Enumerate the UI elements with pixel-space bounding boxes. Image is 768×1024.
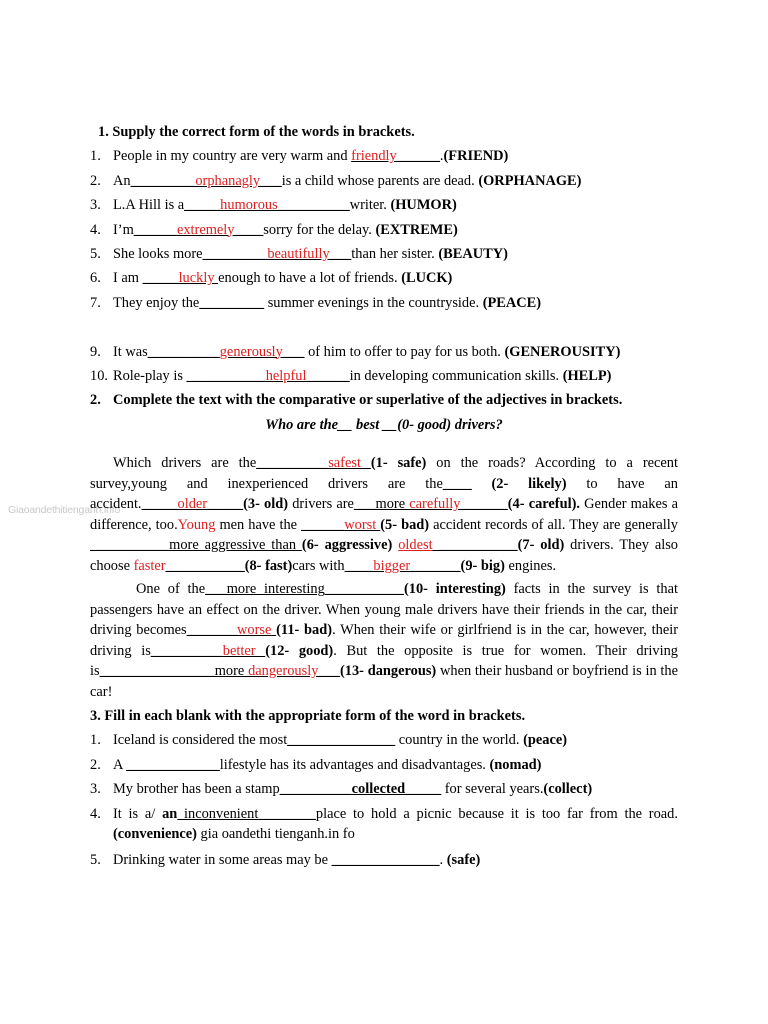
section1-item	[90, 218, 678, 242]
blank-line-tail: __________	[277, 197, 350, 214]
p1-text-1: Which drivers are the	[113, 455, 257, 472]
p1-hint-1: (1- safe)	[370, 455, 427, 472]
p1-blank-10-tail: _______	[410, 557, 461, 574]
bracket-word: (HELP)	[562, 367, 612, 384]
blank-line: _____________	[126, 756, 220, 773]
item-number: 1.	[90, 148, 101, 165]
answer-blank[interactable]	[280, 781, 441, 797]
item-number: 5.	[90, 245, 101, 262]
p1-answer-4: carefully	[409, 496, 461, 513]
item-number: 2.	[90, 172, 101, 189]
p1-blank-3[interactable]	[142, 496, 244, 512]
section1-item	[90, 340, 678, 364]
answer-text: helpful	[265, 367, 307, 384]
p1-text-9: drivers. They also choose	[90, 537, 679, 574]
watermark-text: Giaoandethitienganh.info	[8, 504, 120, 516]
p1-answer-1: safest	[328, 455, 361, 472]
answer-blank[interactable]	[203, 246, 352, 262]
item-text-after: enough to have a lot of friends.	[218, 270, 402, 287]
p1-blank-8[interactable]: ___________	[432, 537, 518, 554]
p1-hint-10: (9- big)	[460, 557, 505, 574]
blank-line: __________	[279, 781, 352, 798]
p2-hint-3: (12- good)	[265, 642, 334, 659]
p1-blank-4[interactable]	[354, 496, 508, 512]
section2-subtitle	[90, 413, 678, 437]
section3-item-4-blank[interactable]	[177, 806, 316, 822]
p1-text-11: engines.	[504, 557, 557, 574]
item-text: People in my country are very warm and	[113, 148, 352, 165]
answer-blank[interactable]	[351, 148, 440, 164]
blank-line-tail: _____	[405, 781, 442, 798]
p2-text-4: . But the opposite is true for women. Their driving is	[90, 642, 678, 680]
bracket-word: (LUCK)	[401, 270, 453, 287]
p1-blank-3-tail: _____	[207, 496, 244, 513]
item-number: 3.	[90, 781, 101, 798]
passage-paragraph-1	[90, 453, 678, 576]
item-text-after: country in the world.	[395, 732, 524, 749]
p1-text-2: on the roads? According to a recent survey,young and inexperienced drivers are the	[90, 455, 678, 492]
p1-text-7: accident records of all. They are generally	[429, 516, 678, 533]
p2-blank-1-tail: ___________	[324, 581, 404, 598]
blank-line: _________	[130, 172, 196, 189]
blank-line: ______	[133, 221, 177, 238]
p2-answer-1: more interesting	[226, 581, 325, 598]
section1-item	[90, 291, 678, 315]
p1-blank-1-line: __________	[256, 455, 329, 472]
section2-heading-num: 2.	[90, 392, 101, 409]
blank-line: _____	[142, 270, 179, 287]
p2-text-1: One of the	[136, 581, 206, 598]
bracket-word: (EXTREME)	[375, 221, 458, 238]
blank-line: _________	[199, 294, 265, 311]
p2-blank-2[interactable]	[187, 622, 276, 638]
p1-hint-9: (8- fast)	[244, 557, 293, 574]
blank-line: _________	[202, 245, 268, 262]
p1-blank-10-line: ____	[344, 557, 374, 574]
section1-item	[90, 169, 678, 193]
item-number: 7.	[90, 294, 101, 311]
answer-text: friendly	[351, 148, 397, 165]
p1-blank-6[interactable]	[301, 517, 380, 533]
section3-item-4-word: (convenience)	[113, 826, 197, 843]
section3-item-4-answer: inconvenient	[177, 805, 259, 822]
item-text-after: of him to offer to pay for us both.	[304, 343, 505, 360]
p1-text-5: Gender makes a difference, too.	[90, 496, 678, 533]
item-text-after: in developing communication skills.	[349, 367, 563, 384]
p2-blank-4-line: ________________	[99, 663, 215, 680]
section3-item	[90, 728, 678, 752]
p2-answer-3: better	[222, 642, 256, 659]
bracket-word: (PEACE)	[482, 294, 542, 311]
item-text: She looks more	[113, 245, 203, 262]
p2-text-5: when their husband or boyfriend is in the car!	[90, 663, 679, 700]
bracket-word: (FRIEND)	[443, 148, 509, 165]
bracket-word: (collect)	[543, 781, 593, 798]
section1-heading-text: 1. Supply the correct form of the words in brackets.	[98, 124, 415, 140]
section2-heading	[90, 388, 678, 412]
p1-answer-10: bigger	[373, 557, 411, 574]
answer-text: collected	[351, 781, 406, 798]
section3-item-4-bold: an	[162, 805, 178, 822]
item-text: It was	[113, 343, 148, 360]
blank-line: _______________	[287, 732, 396, 749]
blank-line-tail: ____	[234, 221, 264, 238]
p1-hint-7: (6- aggressive)	[301, 537, 393, 554]
bracket-word: (peace)	[523, 732, 568, 749]
p1-text-4: drivers are	[288, 496, 354, 513]
answer-blank[interactable]	[143, 270, 219, 286]
p1-text-6: men have the	[215, 516, 302, 533]
p1-answer-4-prefix: more	[375, 496, 410, 513]
p2-blank-1[interactable]	[205, 581, 404, 597]
blank-line: __________	[147, 343, 220, 360]
section3-item	[90, 777, 678, 801]
section3-item-5-text: Drinking water in some areas may be	[113, 851, 332, 868]
answer-blank[interactable]	[199, 295, 264, 311]
p1-blank-4-line: ___	[353, 496, 376, 513]
item-number: 2.	[90, 756, 101, 773]
p1-answer-9: faster	[133, 557, 166, 574]
bracket-word: (ORPHANAGE)	[478, 172, 582, 189]
item-number: 4.	[90, 221, 101, 238]
section3-item-4-num: 4.	[90, 805, 101, 822]
answer-blank[interactable]	[131, 173, 282, 189]
p1-blank-10[interactable]	[345, 558, 461, 574]
p2-text-2: facts in the survey is that passengers have an effect on the driver. When young male drivers have their friends in the car, their driving becomes	[90, 581, 678, 639]
answer-blank[interactable]	[134, 222, 264, 238]
bracket-word: (GENEROUSITY)	[504, 343, 621, 360]
item-text-after: lifestyle has its advantages and disadvantages.	[219, 756, 490, 773]
section3-item-5	[90, 848, 678, 872]
p1-blank-1-tail	[361, 455, 371, 471]
passage-paragraph-2	[90, 579, 678, 702]
p1-text-10: cars with	[292, 557, 345, 574]
item-text: They enjoy the	[113, 294, 200, 311]
answer-text: humorous	[220, 197, 278, 214]
p1-answer-young: Young	[177, 516, 216, 533]
p1-blank-6-line: ______	[301, 516, 345, 533]
section1-item	[90, 144, 678, 168]
section3-item-4	[90, 802, 678, 845]
p2-blank-3-line: __________	[150, 642, 223, 659]
p1-hint-6: (5- bad)	[380, 516, 430, 533]
item-text: Role-play is	[113, 367, 187, 384]
blank-line-tail: ______	[306, 367, 350, 384]
p2-hint-1: (10- interesting)	[403, 581, 506, 598]
answer-blank[interactable]	[148, 344, 305, 360]
p1-text-3: to have an accident.	[90, 475, 678, 513]
p2-blank-3[interactable]	[151, 643, 265, 659]
p1-blank-4-tail: ______	[460, 496, 508, 513]
p1-blank-7-line: ___________	[90, 537, 170, 554]
p1-answer-6: worst	[344, 516, 377, 533]
answer-blank[interactable]	[287, 732, 395, 748]
bracket-word: (HUMOR)	[390, 197, 457, 214]
item-text: A	[113, 756, 127, 773]
section3-item-5-word: (safe)	[446, 851, 481, 868]
blank-line: ___________	[186, 367, 266, 384]
item-text-after: for several years.	[441, 781, 544, 798]
p1-blank-7[interactable]	[90, 537, 302, 553]
item-text: L.A Hill is a	[113, 197, 185, 214]
p1-hint-4: (4- careful).	[507, 496, 580, 513]
section2-heading-text: Complete the text with the comparative or superlative of the adjectives in brackets.	[113, 392, 623, 409]
p2-answer-2: worse	[237, 622, 272, 639]
blank-line-tail: ______	[396, 148, 440, 165]
p1-hint-8: (7- old)	[517, 537, 565, 554]
item-number: 3.	[90, 197, 101, 214]
blank-line-tail: ___	[329, 245, 352, 262]
section1-item	[90, 242, 678, 266]
blank-line-tail: ___	[260, 172, 282, 189]
p1-blank-3-line: _____	[141, 496, 178, 513]
p2-blank-4[interactable]	[100, 663, 340, 679]
answer-text: generously	[219, 343, 283, 360]
answer-blank[interactable]	[184, 197, 350, 213]
p1-blank-9[interactable]: ___________	[165, 557, 245, 574]
answer-blank[interactable]	[126, 757, 220, 773]
p1-answer-8[interactable]: oldest	[398, 537, 433, 554]
p2-blank-1-line: ___	[205, 581, 227, 598]
item-number: 9.	[90, 343, 101, 360]
section3-item-5-num: 5.	[90, 851, 101, 868]
answer-text: beautifully	[267, 245, 330, 262]
item-text: An	[113, 172, 131, 189]
item-text: My brother has been a stamp	[113, 781, 280, 798]
p1-answer-3: older	[177, 496, 208, 513]
p1-answer-7: more aggressive than	[169, 537, 302, 554]
blank-line: _____	[184, 197, 221, 214]
item-number: 10.	[90, 367, 108, 384]
p2-answer-4-prefix: more	[214, 663, 249, 680]
answer-text: orphanagly	[195, 172, 261, 189]
item-text-after: writer.	[349, 197, 391, 214]
p1-blank-2[interactable]: ____	[442, 475, 472, 492]
section1-item	[90, 193, 678, 217]
section3-item-5-blank[interactable]: _______________	[331, 851, 440, 868]
item-text-after: than her sister.	[351, 245, 439, 262]
p2-hint-2: (11- bad)	[276, 622, 333, 639]
section3-heading-text: 3. Fill in each blank with the appropriate form of the word in brackets.	[90, 708, 526, 725]
item-text-after: .	[439, 148, 444, 165]
p2-hint-4: (13- dangerous)	[340, 663, 437, 680]
section3-item-5-after: .	[439, 851, 447, 868]
section3-item-4-text-1: It is a/	[113, 805, 163, 822]
section3-item	[90, 753, 678, 777]
p1-hint-2: (2- likely)	[471, 475, 567, 492]
section1-list	[90, 144, 678, 388]
p1-hint-3: (3- old)	[243, 496, 289, 513]
answer-text: extremely	[176, 221, 235, 238]
answer-text: luckly	[178, 270, 215, 287]
passage-title: Who are the__ best __(0- good) drivers?	[265, 416, 503, 433]
p2-text-3: . When their wife or girlfriend is in the car, however, their driving is	[90, 622, 678, 659]
answer-blank[interactable]	[187, 368, 350, 384]
p2-blank-4-tail: ___	[318, 663, 340, 680]
section3-list	[90, 728, 678, 801]
item-text-after: summer evenings in the countryside.	[264, 294, 483, 311]
item-text-after: sorry for the delay.	[263, 221, 376, 238]
section1-item	[90, 266, 678, 290]
blank-line-tail: ___	[282, 343, 305, 360]
item-number: 6.	[90, 270, 101, 287]
section1-item	[90, 364, 678, 388]
worksheet-page	[90, 120, 678, 872]
section3-item-4-text-2: place to hold a picnic because it is too far from the road.	[315, 805, 678, 822]
p2-blank-2-line: _______	[186, 622, 238, 639]
item-text: I am	[113, 270, 143, 287]
section1-heading	[90, 120, 678, 144]
item-text-after: is a child whose parents are dead.	[281, 172, 479, 189]
item-text: I’m	[113, 221, 134, 238]
item-text: Iceland is considered the most	[113, 732, 288, 749]
bracket-word: (BEAUTY)	[438, 245, 508, 262]
bracket-word: (nomad)	[489, 756, 542, 773]
section3-item-4-blank-line: ________	[258, 805, 316, 822]
section3-heading	[90, 704, 678, 728]
p1-blank-1[interactable]	[256, 455, 371, 471]
p2-answer-4: dangerously	[248, 663, 319, 680]
section1-spacer	[90, 315, 678, 339]
section3-item-4-text-3: gia oandethi tienganh.in fo	[196, 826, 355, 843]
p2-blank-3-tail	[256, 643, 266, 659]
item-number: 1.	[90, 732, 101, 749]
